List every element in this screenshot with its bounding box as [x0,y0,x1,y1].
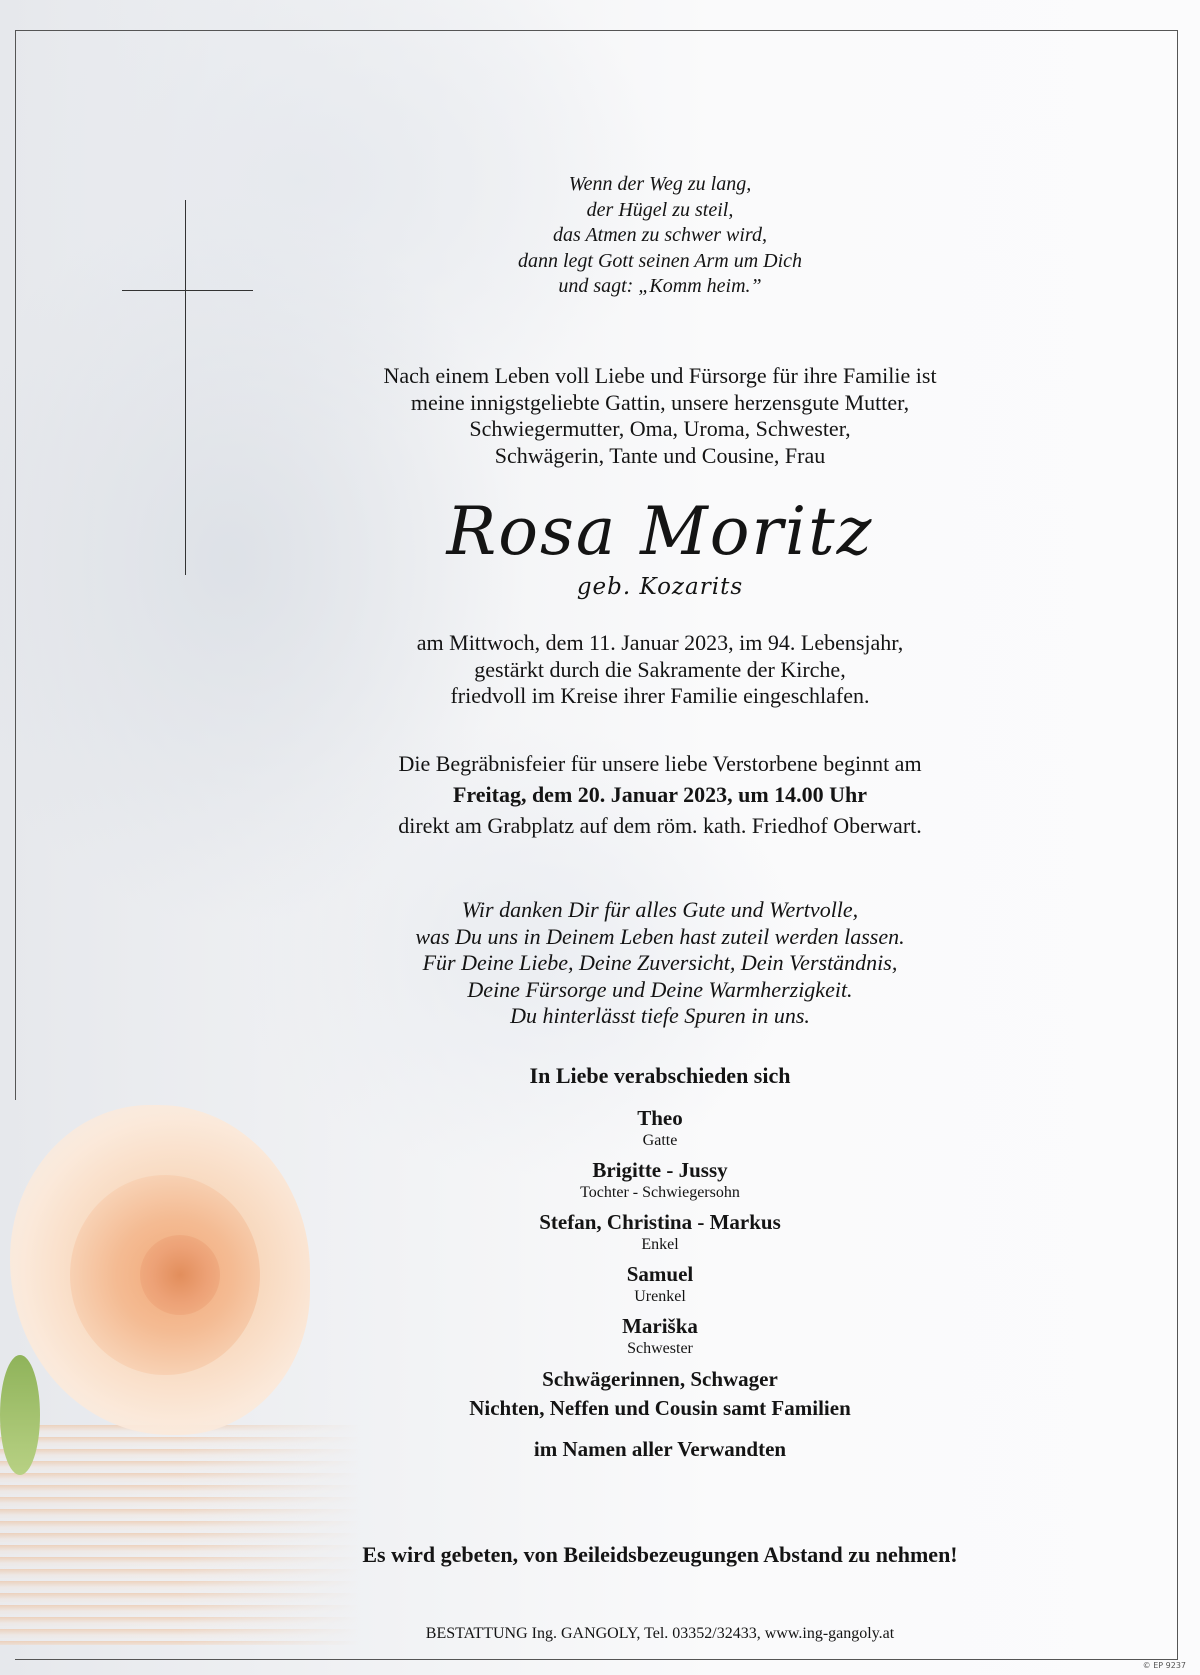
mourner-relation: Urenkel [634,1288,686,1305]
poem-line: Wenn der Weg zu lang, [568,173,752,195]
poem-line: der Hügel zu steil, [586,198,734,221]
other-mourners [240,1365,1080,1423]
rose-core [140,1235,220,1315]
farewell-heading: In Liebe verabschieden sich [529,1063,791,1088]
other-mourners-line: Nichten, Neffen und Cousin samt Familien [469,1396,851,1420]
mourner-relation: Tochter - Schwiegersohn [580,1184,740,1201]
condolence-request: Es wird gebeten, von Beileidsbezeugungen Abstand zu nehmen! [362,1542,958,1567]
mourner [240,1313,1080,1359]
thanks-line: Deine Fürsorge und Deine Warmherzigkeit. [467,976,853,1002]
poem [240,172,1080,300]
mourner-name: Theo [637,1106,683,1130]
death-notice-line: friedvoll im Kreise ihrer Familie eingeschlafen. [450,683,870,708]
death-notice-line: gestärkt durch die Sakramente der Kirche, [474,656,846,682]
thanks-line: Wir danken Dir für alles Gute und Wertvolle, [461,897,859,922]
closing-line: im Namen aller Verwandten [533,1437,787,1461]
poem-line: das Atmen zu schwer wird, [553,224,767,246]
mourner-name: Brigitte - Jussy [592,1158,728,1182]
funeral-datetime: Freitag, dem 20. Januar 2023, um 14.00 Uhr [452,782,868,807]
poem-line: und sagt: „Komm heim.” [558,275,762,297]
funeral-home-footer: BESTATTUNG Ing. GANGOLY, Tel. 03352/32433, www.ing-gangoly.at [425,1625,895,1642]
thanks-line: was Du uns in Deinem Leben hast zuteil werden lassen. [415,923,905,949]
death-notice [240,630,1080,710]
mourner [240,1105,1080,1151]
mourner-relation: Schwester [627,1340,693,1357]
leaf [0,1355,40,1475]
mourners-list [240,1105,1080,1462]
other-mourners-line: Schwägerinnen, Schwager [542,1367,778,1391]
funeral-location: direkt am Grabplatz auf dem röm. kath. Friedhof Oberwart. [398,813,922,838]
intro-line: meine innigstgeliebte Gattin, unsere herzensgute Mutter, [410,389,910,415]
intro-line: Schwiegermutter, Oma, Uroma, Schwester, [469,416,851,441]
poem-line: dann legt Gott seinen Arm um Dich [517,249,803,272]
page-frame-left-edge [15,30,16,1100]
funeral-info [240,748,1080,841]
intro-line: Nach einem Leben voll Liebe und Fürsorge für ihre Familie ist [383,363,937,388]
funeral-intro: Die Begräbnisfeier für unsere liebe Verstorbene beginnt am [398,751,922,776]
intro-line: Schwägerin, Tante und Cousine, Frau [494,442,826,468]
thanks-line: Für Deine Liebe, Deine Zuversicht, Dein Verständnis, [422,950,898,975]
mourner-name: Samuel [626,1262,694,1286]
mourner-name: Stefan, Christina - Markus [539,1210,781,1234]
deceased-name: Rosa Moritz [446,493,874,570]
thanks-line: Du hinterlässt tiefe Spuren in uns. [510,1003,810,1028]
mourner-relation: Enkel [641,1236,679,1253]
death-notice-line: am Mittwoch, dem 11. Januar 2023, im 94. Lebensjahr, [416,630,904,655]
thanks-text [240,897,1080,1030]
mourner [240,1209,1080,1255]
mourner [240,1261,1080,1307]
intro-text [240,363,1080,469]
cross-icon [185,200,186,575]
mourner-relation: Gatte [642,1132,678,1149]
mourner [240,1157,1080,1203]
cross-icon-bar [122,290,253,291]
template-code: © EP 9237 [1142,1661,1186,1670]
maiden-name: geb. Kozarits [576,574,744,600]
mourner-name: Mariška [622,1314,698,1338]
